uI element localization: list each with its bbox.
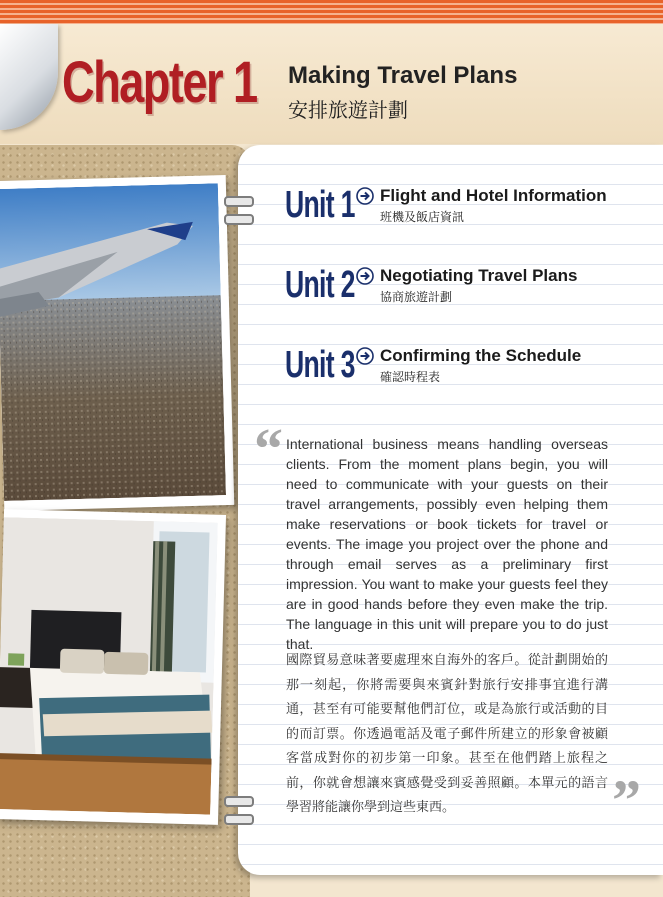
binder-ring-icon — [224, 196, 254, 207]
unit-3-title-zh: 確認時程表 — [380, 370, 441, 384]
intro-paragraph-zh: 國際貿易意味著要處理來自海外的客戶。從計劃開始的那一刻起，你將需要與來賓針對旅行安排事宜進行溝通，甚至有可能要幫他們訂位，或是為旅行或活動的目的而訂票。你透過電話及電子郵件所建立的形象會被顧客當成對你的初步第一印象。甚至在他們踏上旅程之前，你就會想讓來賓感覺受到妥善照顧。本單元的語言學習將能讓你學到這些東西。 — [286, 652, 608, 814]
unit-1-title-en: Flight and Hotel Information — [380, 186, 607, 205]
top-stripes — [0, 0, 663, 24]
binder-ring-icon — [224, 214, 254, 225]
binder-ring-icon — [224, 796, 254, 807]
airplane-photo — [0, 175, 234, 511]
close-quote-icon: ” — [612, 768, 641, 833]
open-quote-icon: “ — [254, 416, 283, 481]
hotel-bedroom-image — [0, 517, 218, 815]
unit-2-label: Unit 2 — [285, 264, 355, 306]
bedroom-photo — [0, 509, 226, 825]
unit-1-label: Unit 1 — [285, 184, 355, 226]
arrow-right-circle-icon — [356, 347, 374, 365]
chapter-title-en: Making Travel Plans — [288, 62, 518, 89]
unit-1-title-zh: 班機及飯店資訊 — [380, 210, 465, 224]
chapter-title-zh: 安排旅遊計劃 — [288, 100, 408, 122]
arrow-right-circle-icon — [356, 267, 374, 285]
unit-2-title-en: Negotiating Travel Plans — [380, 266, 578, 285]
chapter-title: Chapter 1 — [62, 50, 257, 115]
airplane-wing-image — [0, 183, 226, 501]
intro-paragraph-en: International business means handling overseas clients. From the moment plans begin, you will need to communicate with your guests on their travel arrangements, possibly even helping them make reservations or book tickets for travel or events. The image you project over the phone and through email serves as a preliminary first impression. You want to make your guests feel they are in good hands before they even make the trip. The language in this unit will prepare you to do just that. — [286, 436, 608, 652]
unit-3-label: Unit 3 — [285, 344, 355, 386]
unit-2-title-zh: 協商旅遊計劃 — [380, 290, 453, 304]
unit-3-title-en: Confirming the Schedule — [380, 346, 582, 365]
arrow-right-circle-icon — [356, 187, 374, 205]
binder-ring-icon — [224, 814, 254, 825]
